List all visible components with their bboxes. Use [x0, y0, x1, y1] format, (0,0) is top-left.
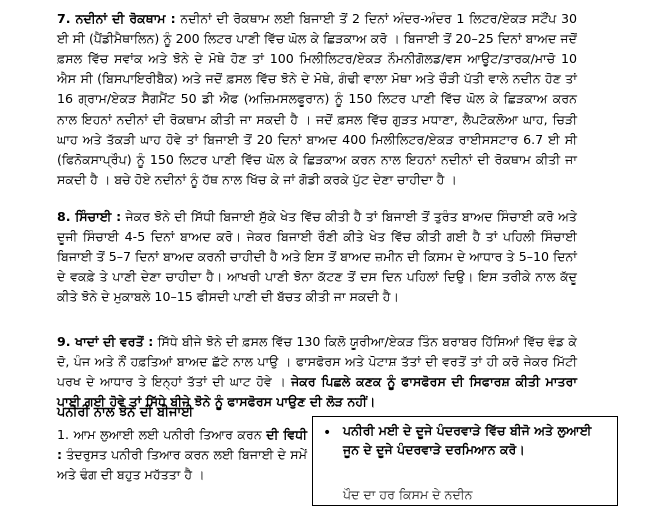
nursery-text: ਤੰਦਰੁਸਤ ਪਨੀਰੀ ਤਿਆਰ ਕਰਨ ਲਈ ਬਿਜਾਈ ਦੇ ਸਮੇਂ ਅਤੇ ਢੰਗ ਦੀ ਬਹੁਤ ਮਹੱਤਤਾ ਹੈ ।: [57, 447, 307, 482]
nursery-item: 1. ਆਮ ਲੁਆਈ ਲਈ ਪਨੀਰੀ ਤਿਆਰ ਕਰਨ: [57, 427, 262, 442]
paragraph-fertilizer: [57, 332, 577, 413]
info-box-text: [343, 421, 605, 459]
section-label: 9. ਖਾਦਾਂ ਦੀ ਵਰਤੋਂ :: [57, 333, 154, 349]
bullet-icon: •: [323, 425, 332, 441]
nursery-method: [57, 425, 307, 485]
info-box-bold: ਪਨੀਰੀ ਮਈ ਦੇ ਦੂਜੇ ਪੰਦਰਵਾੜੇ ਵਿੱਚ ਬੀਜੋ ਅਤੇ ਲੁਆਈ ਜੂਨ ਦੇ ਦੂਜੇ ਪੰਦਰਵਾੜੇ ਦਰਮਿਆਨ ਕਰੋ।: [343, 423, 592, 457]
paragraph-text: ਸਿੱਧੇ ਬੀਜੇ ਝੋਨੇ ਦੀ ਫ਼ਸਲ ਵਿੱਚ 130 ਕਿਲੋ ਯੂਰੀਆ/ਏਕੜ ਤਿੰਨ ਬਰਾਬਰ ਹਿੱਸਿਆਂ ਵਿੱਚ ਵੰਡ ਕੇ ਦੋ, ਪੰਜ ਅਤੇ ਨੌਂ ਹਫ਼ਤਿਆਂ ਬਾਅਦ ਛੱਟੇ ਨਾਲ ਪਾਉ । ਫਾਸਫੋਰਸ ਅਤੇ ਪੋਟਾਸ਼ ਤੱਤਾਂ ਦੀ ਵਰਤੋਂ ਤਾਂ ਹੀ ਕਰੋ ਜੇਕਰ ਮਿੱਟੀ ਪਰਖ ਦੇ ਆਧਾਰ ਤੇ ਇਨ੍ਹਾਂ ਤੱਤਾਂ ਦੀ ਘਾਟ ਹੋਵੇ ।: [57, 333, 577, 389]
info-box-text-partial: ਪੌਦ ਦਾ ਹਰ ਕਿਸਮ ਦੇ ਨਦੀਨ: [343, 487, 473, 502]
paragraph-weed-control: [57, 9, 577, 191]
paragraph-text: ਜੇਕਰ ਝੋਨੇ ਦੀ ਸਿੱਧੀ ਬਿਜਾਈ ਸੁੱਕੇ ਖੇਤ ਵਿੱਚ ਕੀਤੀ ਹੈ ਤਾਂ ਬਿਜਾਈ ਤੋਂ ਤੁਰੰਤ ਬਾਅਦ ਸਿੰਚਾਈ ਕਰੋ ਅਤੇ ਦੂਜੀ ਸਿੰਚਾਈ 4-5 ਦਿਨਾਂ ਬਾਅਦ ਕਰੋ। ਜੇਕਰ ਬਿਜਾਈ ਰੌਣੀ ਕੀਤੇ ਖੇਤ ਵਿੱਚ ਕੀਤੀ ਗਈ ਹੈ ਤਾਂ ਪਹਿਲੀ ਸਿੰਚਾਈ ਬਿਜਾਈ ਤੋਂ 5–7 ਦਿਨਾਂ ਬਾਅਦ ਕਰਨੀ ਚਾਹੀਦੀ ਹੈ ਅਤੇ ਇਸ ਤੋਂ ਬਾਅਦ ਜ਼ਮੀਨ ਦੀ ਕਿਸਮ ਦੇ ਆਧਾਰ ਤੇ 5–10 ਦਿਨਾਂ ਦੇ ਵਕਫ਼ੇ ਤੇ ਪਾਣੀ ਦੇਣਾ ਚਾਹੀਦਾ ਹੈ। ਆਖਰੀ ਪਾਣੀ ਝੋਨਾ ਕੱਟਣ ਤੋਂ ਦਸ ਦਿਨ ਪਹਿਲਾਂ ਦਿਉ। ਇਸ ਤਰੀਕੇ ਨਾਲ ਕੱਦੂ ਕੀਤੇ ਝੋਨੇ ਦੇ ਮੁਕਾਬਲੇ 10–15 ਫੀਸਦੀ ਪਾਣੀ ਦੀ ਬੱਚਤ ਕੀਤੀ ਜਾ ਸਕਦੀ ਹੈ।: [57, 208, 577, 305]
nursery-label: ਦੀ ਵਿਧੀ :: [57, 427, 307, 462]
paragraph-irrigation: [57, 207, 577, 308]
paragraph-text: ਨਦੀਨਾਂ ਦੀ ਰੋਕਥਾਮ ਲਈ ਬਿਜਾਈ ਤੋਂ 2 ਦਿਨਾਂ ਅੰਦਰ-ਅੰਦਰ 1 ਲਿਟਰ/ਏਕੜ ਸਟੌਂਪ 30 ਈ ਸੀ (ਪੈਂਡੀਮੈਥਾਲਿਨ) ਨੂੰ 200 ਲਿਟਰ ਪਾਣੀ ਵਿੱਚ ਘੋਲ ਕੇ ਛਿੜਕਾਅ ਕਰੋ । ਬਿਜਾਈ ਤੋਂ 20–25 ਦਿਨਾਂ ਬਾਅਦ ਜਦੋਂ ਫ਼ਸਲ ਵਿੱਚ ਸਵਾਂਕ ਅਤੇ ਝੋਨੇ ਦੇ ਮੋਥੇ ਹੋਣ ਤਾਂ 100 ਮਿਲੀਲਿਟਰ/ਏਕੜ ਨੌਮਨੀਗੋਲਡ/ਵਸ ਆਊਟ/ਤਾਰਕ/ਮਾਚੋ 10 ਐਸ ਸੀ (ਬਿਸਪਾਇਰੀਬੈਕ) ਅਤੇ ਜਦੋਂ ਫ਼ਸਲ ਵਿੱਚ ਝੋਨੇ ਦੇ ਮੋਥੇ, ਗੰਢੀ ਵਾਲਾ ਮੋਥਾ ਅਤੇ ਚੌੜੀ ਪੱਤੀ ਵਾਲੇ ਨਦੀਨ ਹੋਣ ਤਾਂ 16 ਗ੍ਰਾਮ/ਏਕੜ ਸੈਗਮੈਂਟ 50 ਡੀ ਐਫ (ਅਜ਼ਿਮਸਲਫੂਰਾਨ) ਨੂੰ 150 ਲਿਟਰ ਪਾਣੀ ਵਿੱਚ ਘੋਲ ਕੇ ਛਿੜਕਾਅ ਕਰਨ ਨਾਲ ਇਹਨਾਂ ਨਦੀਨਾਂ ਦੀ ਰੋਕਥਾਮ ਕੀਤੀ ਜਾ ਸਕਦੀ ਹੈ । ਜਦੋਂ ਫ਼ਸਲ ਵਿੱਚ ਗੁੜਤ ਮਧਾਣਾ, ਲੈਪਟੋਕਲੋਆ ਘਾਹ, ਚਿੜੀ ਘਾਹ ਅਤੇ ਤੱਕੜੀ ਘਾਹ ਹੋਵੇ ਤਾਂ ਬਿਜਾਈ ਤੋਂ 20 ਦਿਨਾਂ ਬਾਅਦ 400 ਮਿਲੀਲਿਟਰ/ਏਕੜ ਰਾਈਸਸਟਾਰ 6.7 ਈ ਸੀ (ਫਿਨੋਕਸਾਪ੍ਰੌਪ) ਨੂੰ 150 ਲਿਟਰ ਪਾਣੀ ਵਿੱਚ ਘੋਲ ਕੇ ਛਿੜਕਾਅ ਕਰਨ ਨਾਲ ਇਹਨਾਂ ਨਦੀਨਾਂ ਦੀ ਰੋਕਥਾਮ ਕੀਤੀ ਜਾ ਸਕਦੀ ਹੈ । ਬਚੇ ਹੋਏ ਨਦੀਨਾਂ ਨੂੰ ਹੱਥ ਨਾਲ ਖਿੱਚ ਕੇ ਜਾਂ ਗੋਡੀ ਕਰਕੇ ਪੁੱਟ ਦੇਣਾ ਚਾਹੀਦਾ ਹੈ ।: [57, 10, 577, 188]
section-title: ਪਨੀਰੀ ਨਾਲ ਝੋਨੇ ਦੀ ਬੀਜਾਈ: [57, 405, 194, 420]
paragraph-bold-text: ਜੇਕਰ ਪਿਛਲੇ ਕਣਕ ਨੂੰ ਫਾਸਫੋਰਸ ਦੀ ਸਿਫਾਰਸ਼ ਕੀਤੀ ਮਾਤਰਾ ਪਾਈ ਗਈ ਹੋਵੇ ਤਾਂ ਸਿੱਧੇ ਬੀਜੇ ਝੋਨੇ ਨੂੰ ਫਾਸਫੋਰਸ ਪਾਉਣ ਦੀ ਲੋੜ ਨਹੀਂ।: [57, 374, 577, 410]
section-label: 7. ਨਦੀਨਾਂ ਦੀ ਰੋਕਥਾਮ :: [57, 10, 176, 26]
info-box: [312, 416, 618, 506]
section-label: 8. ਸਿੰਚਾਈ :: [57, 208, 122, 224]
